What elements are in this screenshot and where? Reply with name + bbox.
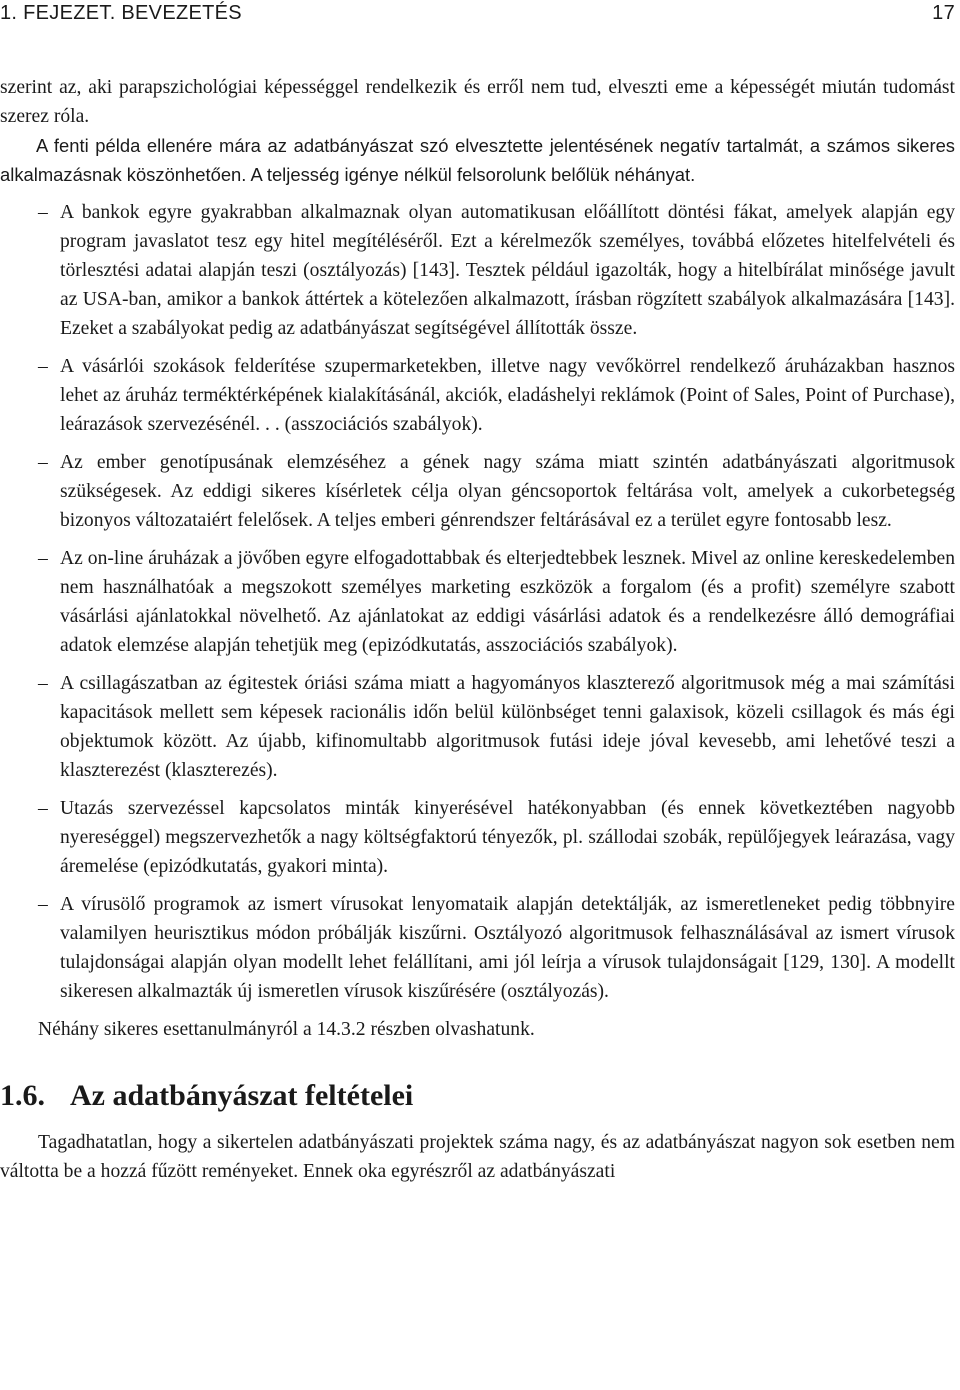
closing-sentence: Néhány sikeres esettanulmányról a 14.3.2 részben olvashatunk. (38, 1019, 535, 1040)
list-dash: – (38, 356, 48, 377)
section-number: 1.6. (0, 1079, 45, 1112)
list-item-text: Utazás szervezéssel kapcsolatos minták kinyerésével hatékonyabban (és ennek következtében nagyobb nyereséggel) megszervezhetők a nagy költségfaktorú tényezők, pl. szállodai szobák, repülőjegyek leárazása, vagy áremelése (epizódkutatás, gyakori minta). (60, 798, 955, 877)
list-dash: – (38, 548, 48, 569)
list-item (0, 544, 955, 660)
intro-paragraph: A fenti példa ellenére mára az adatbányászat szó elvesztette jelentésének negatív tartalmát, a számos sikeres alkalmazásnak köszönhetően. A teljesség igénye nélkül felsorolunk belőlük néhányat. (0, 135, 955, 185)
section-title: Az adatbányászat feltételei (70, 1079, 414, 1112)
list-item-text: A vírusölő programok az ismert vírusokat lenyomataik alapján detektálják, az ismeretleneket pedig többnyire valamilyen heurisztikus módon próbálják kiszűrni. Osztályozó algoritmusok felhasználásával az ismert vírusok tulajdonságai alapján olyan modellt lehet felállítani, ami jól leírja a vírusok tulajdonságait [129, 130]. A modellt sikeresen alkalmazták új ismeretlen vírusok kiszűrésére (osztályozás). (60, 894, 955, 1002)
list-item-text: A csillagászatban az égitestek óriási száma miatt a hagyományos klaszterező algoritmusok még a mai számítási kapacitások mellett sem képesek racionális időn belül különbséget tenni galaxisok, közeli csillagok és más égi objektumok között. Az újabb, kifinomultabb algoritmusok futási ideje jóval kevesebb, ami lehetővé teszi a klaszterezést (klaszterezés). (60, 673, 955, 781)
list-dash: – (38, 894, 48, 915)
section-paragraph: Tagadhatatlan, hogy a sikertelen adatbányászati projektek száma nagy, és az adatbányászat nagyon sok esetben nem váltotta be a hozzá fűzött reményeket. Ennek oka egyrészről az adatbányászati (0, 1132, 955, 1182)
list-item-text: A vásárlói szokások felderítése szupermarketekben, illetve nagy vevőkörrel rendelkező áruházakban hasznos lehet az áruház terméktérképének kialakításánál, akciók, eladáshelyi reklámok (Point of Sales, Point of Purchase), leárazások szervezésénél. . . (asszociációs szabályok). (60, 356, 955, 435)
list-item (0, 669, 955, 785)
running-header (0, 2, 955, 32)
section-heading (0, 1076, 955, 1116)
list-item (0, 794, 955, 881)
page-number: 17 (932, 2, 955, 24)
list-dash: – (38, 673, 48, 694)
body-text (0, 73, 955, 1186)
list-item (0, 890, 955, 1006)
list-dash: – (38, 202, 48, 223)
list-item (0, 352, 955, 439)
list-dash: – (38, 798, 48, 819)
list-dash: – (38, 452, 48, 473)
list-item-text: Az on-line áruházak a jövőben egyre elfogadottabbak és elterjedtebbek lesznek. Mivel az online kereskedelemben nem használhatóak a megszokott személyes marketing eszközök a forgalom (és a profit) személyre szabott vásárlási ajánlatokkal növelhető. Az ajánlatokat az eddigi vásárlási adatok és a rendelkezésre álló demográfiai adatok elemzése alapján tehetjük meg (epizódkutatás, asszociációs szabályok). (60, 548, 955, 656)
list-item-text: A bankok egyre gyakrabban alkalmaznak olyan automatikusan előállított döntési fákat, amelyek alapján egy program javaslatot tesz egy hitel megítéléséről. Ezt a kérelmezők személyes, továbbá előzetes hitelfelvételi és törlesztési adatai alapján teszi (osztályozás) [143]. Tesztek például igazolták, hogy a hitelbírálat minősége javult az USA-ban, amikor a bankok áttértek a kötelezően alkalmazott, írásban rögzített szabályok alkalmazására [143]. Ezeket a szabályokat pedig az adatbányászat segítségével állították össze. (60, 202, 955, 339)
list-item-text: Az ember genotípusának elemzéséhez a gének nagy száma miatt szintén adatbányászati algoritmusok szükségesek. Az eddigi sikeres kísérletek célja olyan géncsoportok feltárása volt, amelyek a cukorbetegség bizonyos változataiért felelősek. A teljes emberi génrendszer feltárásával ez a terület egyre fontosabb lesz. (60, 452, 955, 531)
list-item (0, 198, 955, 343)
application-list (0, 198, 955, 1006)
intro-continuation: szerint az, aki parapszichológiai képességgel rendelkezik és erről nem tud, elveszti eme a képességét miután tudomást szerez róla. (0, 77, 955, 127)
chapter-title: 1. FEJEZET. BEVEZETÉS (0, 2, 242, 24)
list-item (0, 448, 955, 535)
